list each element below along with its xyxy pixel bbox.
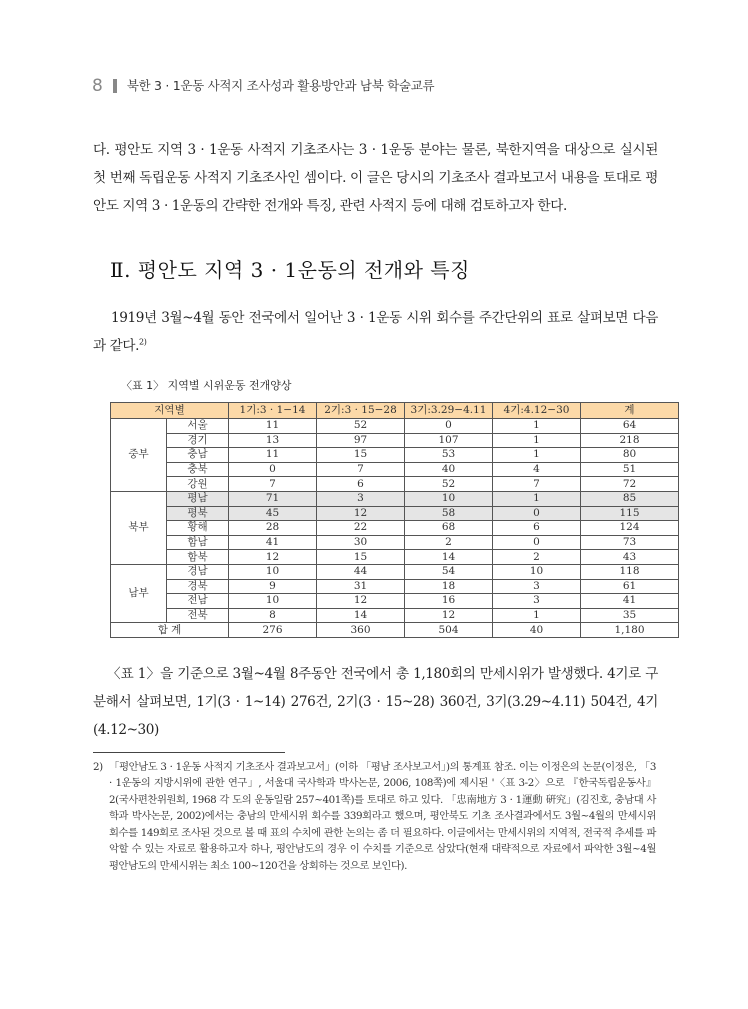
- value-cell: 15: [317, 550, 405, 565]
- table-row: [111, 433, 679, 448]
- value-cell: 18: [405, 579, 493, 594]
- table-row: [111, 491, 679, 506]
- value-cell: 22: [317, 521, 405, 536]
- row-total-cell: 73: [581, 535, 679, 550]
- header-period-4: 4기:4.12−30: [493, 403, 581, 419]
- value-cell: 68: [405, 521, 493, 536]
- value-cell: 12: [317, 506, 405, 521]
- province-cell: 전남: [167, 594, 229, 609]
- value-cell: 11: [229, 448, 317, 463]
- value-cell: 45: [229, 506, 317, 521]
- value-cell: 13: [229, 433, 317, 448]
- value-cell: 0: [493, 506, 581, 521]
- value-cell: 71: [229, 491, 317, 506]
- value-cell: 11: [229, 419, 317, 434]
- value-cell: 52: [317, 419, 405, 434]
- region-group-cell: 중부: [111, 419, 167, 492]
- value-cell: 0: [493, 535, 581, 550]
- body-paragraph-1: 다. 평안도 지역 3 · 1운동 사적지 기초조사는 3 · 1운동 분야는 물론, 북한지역을 대상으로 실시된 첫 번째 독립운동 사적지 기초조사인 셈이다. 이 글은 당시의 기초조사 결과보고서 내용을 토대로 평안도 지역 3 · 1운동의 간략한 전개와 특징, 관련 사적지 등에 대해 검토하고자 한다.: [93, 142, 658, 214]
- header-period-1: 1기:3 · 1−14: [229, 403, 317, 419]
- footnote-2: [93, 759, 656, 875]
- grand-total-cell: 504: [405, 623, 493, 638]
- value-cell: 1: [493, 448, 581, 463]
- province-cell: 서울: [167, 419, 229, 434]
- province-cell: 황해: [167, 521, 229, 536]
- value-cell: 15: [317, 448, 405, 463]
- row-total-cell: 80: [581, 448, 679, 463]
- value-cell: 10: [229, 594, 317, 609]
- province-cell: 경남: [167, 564, 229, 579]
- header-period-3: 3기:3.29−4.11: [405, 403, 493, 419]
- value-cell: 6: [317, 477, 405, 492]
- value-cell: 14: [317, 608, 405, 623]
- table-row: [111, 594, 679, 609]
- row-total-cell: 85: [581, 491, 679, 506]
- value-cell: 10: [405, 491, 493, 506]
- value-cell: 7: [317, 462, 405, 477]
- table-total-row: [111, 623, 679, 638]
- table-row: [111, 462, 679, 477]
- footnote-divider: [93, 752, 285, 753]
- value-cell: 12: [229, 550, 317, 565]
- total-label: 합 계: [111, 623, 229, 638]
- protest-table: [110, 402, 679, 638]
- value-cell: 3: [493, 579, 581, 594]
- value-cell: 6: [493, 521, 581, 536]
- value-cell: 8: [229, 608, 317, 623]
- province-cell: 평북: [167, 506, 229, 521]
- table-row: [111, 608, 679, 623]
- row-total-cell: 61: [581, 579, 679, 594]
- value-cell: 41: [229, 535, 317, 550]
- running-header: [92, 76, 658, 96]
- row-total-cell: 72: [581, 477, 679, 492]
- value-cell: 12: [405, 608, 493, 623]
- value-cell: 107: [405, 433, 493, 448]
- province-cell: 함남: [167, 535, 229, 550]
- row-total-cell: 64: [581, 419, 679, 434]
- table-caption: 〈표 1〉 지역별 시위운동 전개양상: [121, 379, 292, 392]
- value-cell: 4: [493, 462, 581, 477]
- province-cell: 전북: [167, 608, 229, 623]
- value-cell: 2: [493, 550, 581, 565]
- value-cell: 10: [229, 564, 317, 579]
- section-heading: Ⅱ. 평안도 지역 3 · 1운동의 전개와 특징: [110, 258, 470, 282]
- table-row: [111, 506, 679, 521]
- value-cell: 28: [229, 521, 317, 536]
- value-cell: 1: [493, 419, 581, 434]
- value-cell: 7: [229, 477, 317, 492]
- value-cell: 12: [317, 594, 405, 609]
- value-cell: 58: [405, 506, 493, 521]
- table-row: [111, 579, 679, 594]
- value-cell: 9: [229, 579, 317, 594]
- row-total-cell: 124: [581, 521, 679, 536]
- footnote-reference[interactable]: 2): [139, 337, 147, 347]
- row-total-cell: 43: [581, 550, 679, 565]
- row-total-cell: 51: [581, 462, 679, 477]
- header-divider-bar: [113, 79, 117, 93]
- grand-total-cell: 276: [229, 623, 317, 638]
- value-cell: 0: [405, 419, 493, 434]
- table-header-row: [111, 403, 679, 419]
- value-cell: 16: [405, 594, 493, 609]
- value-cell: 97: [317, 433, 405, 448]
- table-row: [111, 535, 679, 550]
- footnote-number: 2): [93, 760, 103, 773]
- value-cell: 30: [317, 535, 405, 550]
- grand-total-cell: 1,180: [581, 623, 679, 638]
- value-cell: 1: [493, 433, 581, 448]
- value-cell: 2: [405, 535, 493, 550]
- province-cell: 평남: [167, 491, 229, 506]
- table-row: [111, 550, 679, 565]
- province-cell: 경북: [167, 579, 229, 594]
- table-row: [111, 448, 679, 463]
- table-row: [111, 564, 679, 579]
- province-cell: 강원: [167, 477, 229, 492]
- value-cell: 14: [405, 550, 493, 565]
- value-cell: 7: [493, 477, 581, 492]
- value-cell: 1: [493, 491, 581, 506]
- grand-total-cell: 360: [317, 623, 405, 638]
- region-group-cell: 남부: [111, 564, 167, 622]
- body-paragraph-3: 〈표 1〉을 기준으로 3월~4월 8주동안 전국에서 총 1,180회의 만세시위가 발생했다. 4기로 구분해서 살펴보면, 1기(3 · 1~14) 276건, 2기(3 · 15~28) 360건, 3기(3.29~4.11) 504건, 4기(4.12~30): [93, 665, 658, 738]
- paragraph-2-text: 1919년 3월~4월 동안 전국에서 일어난 3 · 1운동 시위 회수를 주간단위의 표로 살펴보면 다음과 같다.: [93, 310, 658, 354]
- body-paragraph-2: [93, 304, 658, 360]
- value-cell: 0: [229, 462, 317, 477]
- table-row: [111, 419, 679, 434]
- value-cell: 53: [405, 448, 493, 463]
- row-total-cell: 118: [581, 564, 679, 579]
- value-cell: 54: [405, 564, 493, 579]
- value-cell: 3: [317, 491, 405, 506]
- row-total-cell: 41: [581, 594, 679, 609]
- value-cell: 31: [317, 579, 405, 594]
- value-cell: 1: [493, 608, 581, 623]
- footnote-text: 「평안남도 3 · 1운동 사적지 기초조사 결과보고서」(이하 「평남 조사보고서」)의 통계표 참조. 이는 이정은의 논문(이정은, 「3 · 1운동의 지방시위에 관한 연구」, 서울대 국사학과 박사논문, 2006, 108쪽)에 제시된 '〈표 3-2〉으로 『한국독립운동사』2(국사편찬위원회, 1968 각 도의 운동일람 257~401쪽)를 토대로 하고 있다. 「忠南地方 3 · 1運動 硏究」(김진호, 충남대 사학과 박사논문, 2002)에서는 충남의 만세시위 회수를 339회라고 했으며, 평안북도 기초 조사결과에서도 3월~4월의 만세시위 회수를 149회로 조사된 것으로 볼 때 표의 수치에 관한 논의는 좀 더 필요하다. 이글에서는 만세시위의 지역적, 전국적 추세를 파악할 수 있는 자료로 활용하고자 하나, 평안남도의 경우 이 수치를 기준으로 삼았다(현재 대략적으로 자료에서 파악한 3월~4월 평안남도의 만세시위는 최소 100~120건을 상회하는 것으로 보인다).: [109, 760, 656, 872]
- header-region: 지역별: [111, 403, 229, 419]
- province-cell: 경기: [167, 433, 229, 448]
- value-cell: 52: [405, 477, 493, 492]
- row-total-cell: 218: [581, 433, 679, 448]
- table-row: [111, 521, 679, 536]
- table-row: [111, 477, 679, 492]
- running-title: 북한 3 · 1운동 사적지 조사성과 활용방안과 남북 학술교류: [126, 78, 435, 93]
- table-body: [111, 419, 679, 638]
- value-cell: 40: [405, 462, 493, 477]
- value-cell: 44: [317, 564, 405, 579]
- region-group-cell: 북부: [111, 491, 167, 564]
- province-cell: 충북: [167, 462, 229, 477]
- value-cell: 10: [493, 564, 581, 579]
- province-cell: 충남: [167, 448, 229, 463]
- value-cell: 3: [493, 594, 581, 609]
- grand-total-cell: 40: [493, 623, 581, 638]
- row-total-cell: 115: [581, 506, 679, 521]
- header-total: 계: [581, 403, 679, 419]
- province-cell: 함북: [167, 550, 229, 565]
- page-number: 8: [92, 76, 103, 96]
- header-period-2: 2기:3 · 15−28: [317, 403, 405, 419]
- row-total-cell: 35: [581, 608, 679, 623]
